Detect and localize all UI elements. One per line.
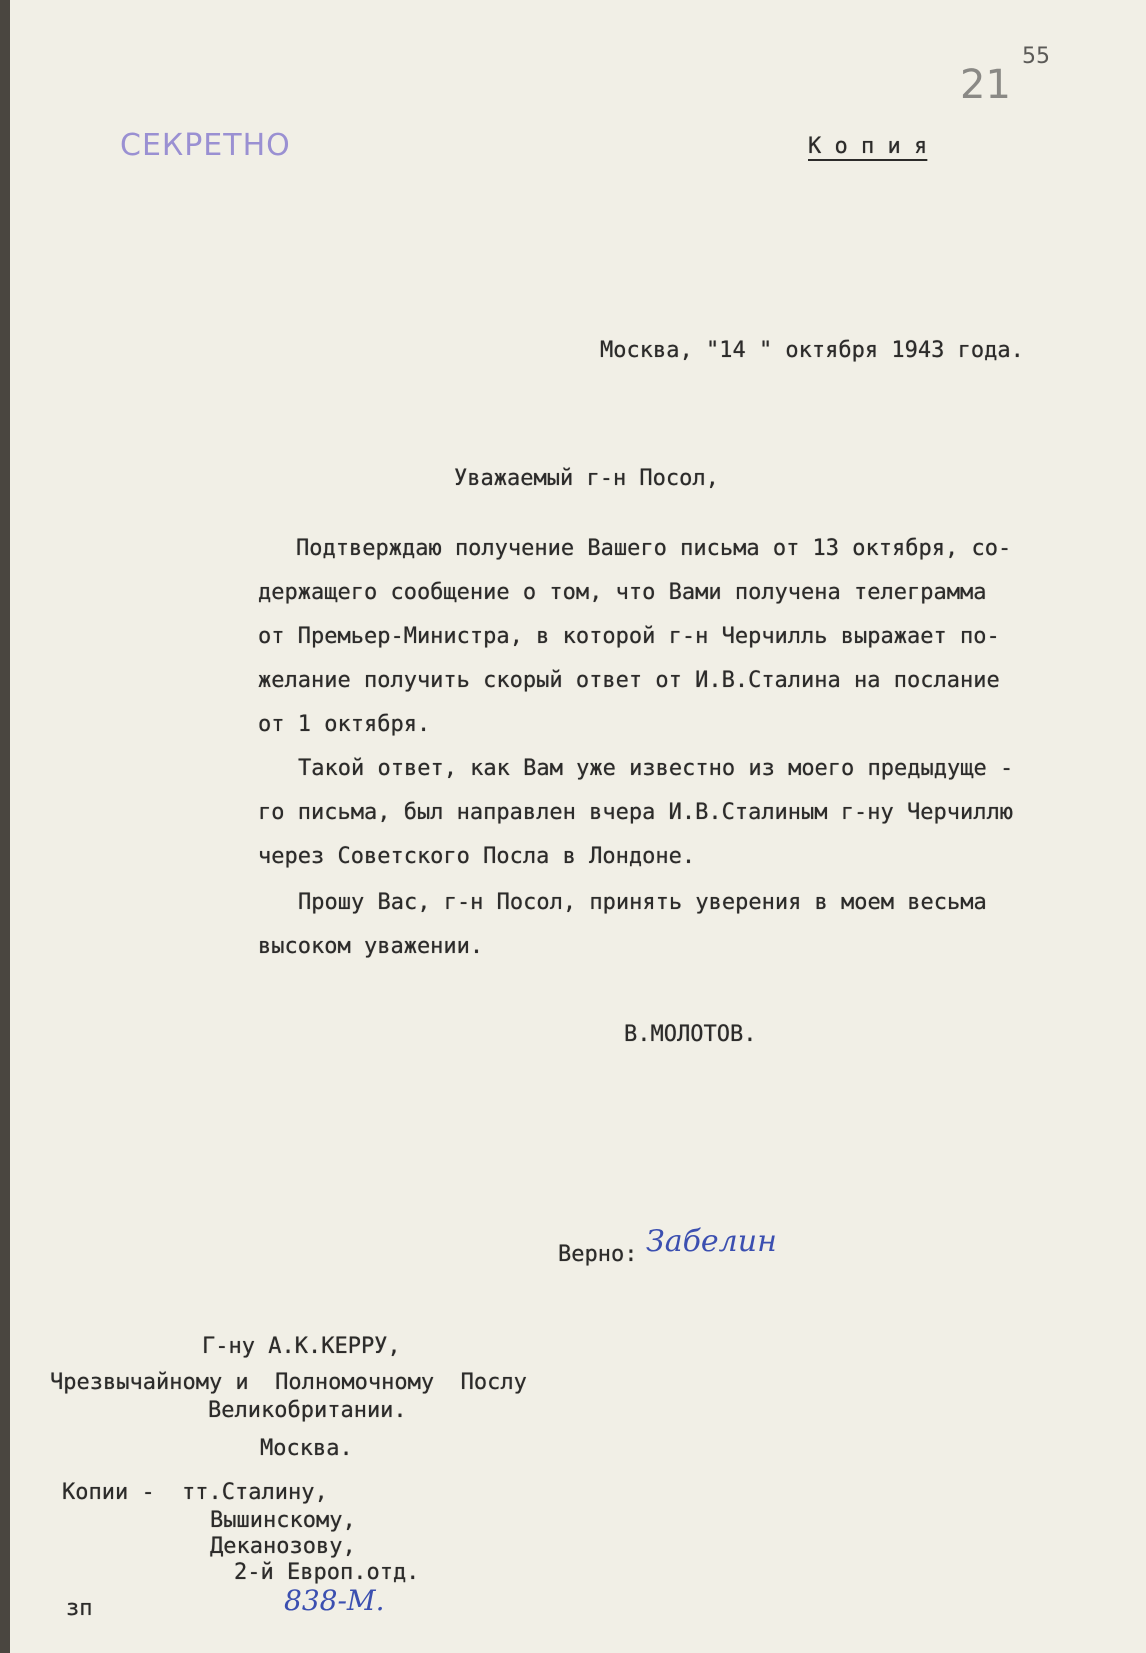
- body-line: через Советского Посла в Лондоне.: [258, 844, 696, 869]
- verified-label: Верно:: [558, 1242, 638, 1267]
- verified-signature: Забелин: [646, 1224, 777, 1259]
- body-line: держащего сообщение о том, что Вами получена телеграмма: [258, 580, 987, 605]
- copies-line: 2-й Европ.отд.: [234, 1560, 420, 1585]
- signature: В.МОЛОТОВ.: [624, 1022, 757, 1047]
- copies-line: тт.Сталину,: [182, 1480, 328, 1505]
- addressee-line: Москва.: [260, 1436, 353, 1461]
- addressee-line: Великобритании.: [208, 1398, 407, 1423]
- body-line: го письма, был направлен вчера И.В.Сталиным г-ну Черчиллю: [258, 800, 1013, 825]
- copies-line: Вышинскому,: [210, 1508, 356, 1533]
- salutation: Уважаемый г-н Посол,: [454, 466, 719, 491]
- body-line: от 1 октября.: [258, 712, 431, 737]
- body-line: желание получить скорый ответ от И.В.Сталина на послание: [258, 668, 1000, 693]
- body-line: от Премьер-Министра, в которой г-н Черчилль выражает по-: [258, 624, 1000, 649]
- registry-number: 838-М.: [284, 1584, 385, 1617]
- body-line: высоком уважении.: [258, 934, 484, 959]
- body-line: Подтверждаю получение Вашего письма от 13 октября, со-: [296, 536, 1012, 561]
- secret-stamp: СЕКРЕТНО: [120, 128, 291, 163]
- copy-header: К о п и я: [808, 134, 928, 159]
- typist-mark: зп: [66, 1596, 93, 1621]
- copies-label: Копии -: [62, 1480, 155, 1505]
- body-line: Прошу Вас, г-н Посол, принять уверения в моем весьма: [298, 890, 987, 915]
- addressee-line: Чрезвычайному и Полномочному Послу: [50, 1370, 527, 1395]
- body-line: Такой ответ, как Вам уже известно из моего предыдуще -: [298, 756, 1014, 781]
- date-line: Москва, "14 " октября 1943 года.: [600, 338, 1024, 363]
- page-number: 55: [1022, 44, 1050, 69]
- addressee-line: Г-ну А.К.КЕРРУ,: [202, 1334, 401, 1359]
- copies-line: Деканозову,: [210, 1534, 356, 1559]
- document-page: [10, 0, 1146, 1653]
- archive-mark: 21: [960, 62, 1011, 108]
